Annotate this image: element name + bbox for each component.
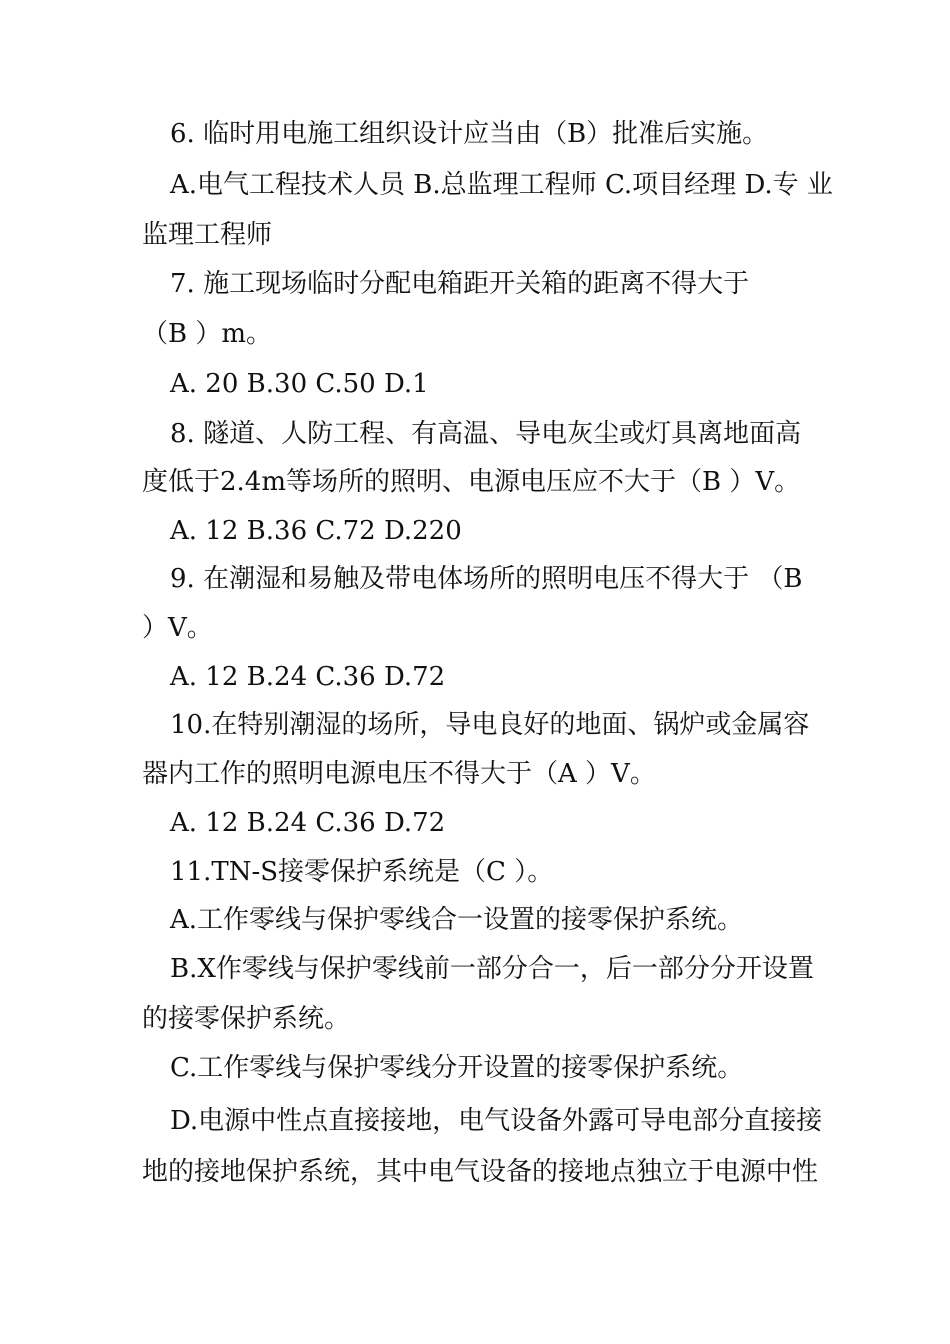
- question-11-option-d-cont: 地的接地保护系统，其中电气设备的接地点独立于电源中性: [142, 1157, 819, 1187]
- question-11-option-a: A.工作零线与保护零线合一设置的接零保护系统。: [170, 905, 744, 935]
- question-11-option-b: B.X作零线与保护零线前一部分合一，后一部分分开设置: [170, 954, 814, 984]
- question-7-options: A. 20 B.30 C.50 D.1: [170, 369, 429, 399]
- question-11-option-c: C.工作零线与保护零线分开设置的接零保护系统。: [170, 1053, 744, 1083]
- question-9-options: A. 12 B.24 C.36 D.72: [170, 662, 446, 692]
- question-11-option-b-cont: 的接零保护系统。: [142, 1004, 351, 1034]
- question-8-stem-cont: 度低于2.4m等场所的照明、电源电压应不大于（B ）V。: [142, 467, 801, 497]
- question-11-option-d: D.电源中性点直接接地，电气设备外露可导电部分直接接: [170, 1106, 823, 1136]
- question-10-stem-cont: 器内工作的照明电源电压不得大于（A ）V。: [142, 759, 656, 789]
- question-8-stem: 8. 隧道、人防工程、有高温、导电灰尘或灯具离地面高: [170, 419, 802, 449]
- question-7-stem-cont: （B ）m。: [142, 319, 273, 349]
- question-10-options: A. 12 B.24 C.36 D.72: [170, 808, 446, 838]
- question-11-stem: 11.TN-S接零保护系统是（C ）。: [170, 857, 554, 887]
- question-6-stem: 6. 临时用电施工组织设计应当由（B）批准后实施。: [170, 119, 769, 149]
- question-8-options: A. 12 B.36 C.72 D.220: [170, 516, 462, 546]
- question-9-stem: 9. 在潮湿和易触及带电体场所的照明电压不得大于 （B: [170, 564, 803, 594]
- question-10-stem: 10.在特别潮湿的场所，导电良好的地面、锅炉或金属容: [170, 710, 810, 740]
- question-6-options-cont: 监理工程师: [142, 220, 273, 250]
- question-7-stem: 7. 施工现场临时分配电箱距开关箱的距离不得大于: [170, 269, 750, 299]
- question-9-stem-cont: ）V。: [142, 613, 213, 643]
- question-6-options: A.电气工程技术人员 B.总监理工程师 C.项目经理 D.专 业: [170, 170, 833, 200]
